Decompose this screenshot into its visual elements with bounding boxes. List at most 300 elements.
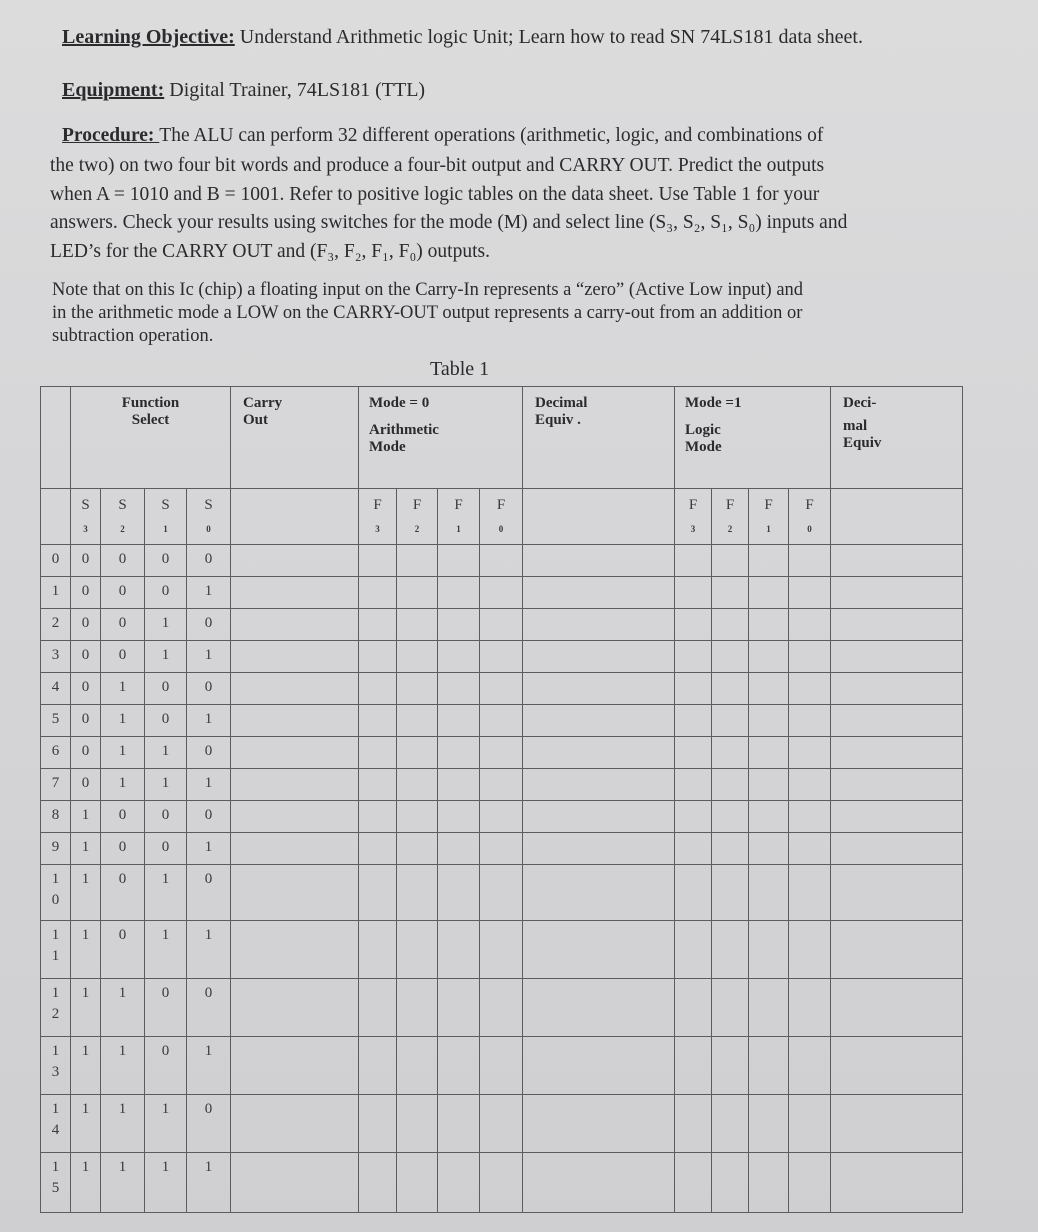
select-s3-cell: 0 (71, 673, 101, 705)
select-s0-cell: 0 (187, 609, 231, 641)
arith-f1-cell[interactable] (438, 1037, 480, 1095)
table-row (41, 979, 963, 1037)
logic-f0-cell[interactable] (789, 921, 831, 979)
select-s0-cell: 1 (187, 641, 231, 673)
arith-f1-cell[interactable] (438, 577, 480, 609)
select-s3-cell: 0 (71, 641, 101, 673)
select-s0-cell: 1 (187, 833, 231, 865)
decimal-equiv-header-1: Decimal Equiv . (523, 387, 675, 489)
arith-f1-header: F 1 (438, 489, 480, 545)
table-row (41, 833, 963, 865)
note-line-1: Note that on this Ic (chip) a floating input on the Carry-In represents a “zero” (Active Low input) and (52, 280, 804, 300)
decimal-equiv-cell-2[interactable] (831, 641, 963, 673)
select-s3-cell: 1 (71, 833, 101, 865)
arith-f0-cell[interactable] (480, 737, 523, 769)
select-s1-cell: 1 (145, 737, 187, 769)
select-s2-cell: 1 (101, 673, 145, 705)
decimal-equiv-cell-2[interactable] (831, 577, 963, 609)
arith-f3-cell[interactable] (359, 705, 397, 737)
logic-f0-cell[interactable] (789, 1095, 831, 1153)
logic-f0-header: F 0 (789, 489, 831, 545)
logic-f1-cell[interactable] (749, 833, 789, 865)
logic-f3-cell[interactable] (675, 1037, 712, 1095)
logic-f2-cell[interactable] (712, 1095, 749, 1153)
logic-f3-cell[interactable] (675, 609, 712, 641)
arith-f2-cell[interactable] (397, 921, 438, 979)
arith-f1-cell[interactable] (438, 979, 480, 1037)
select-s0-cell: 0 (187, 979, 231, 1037)
carry-out-cell[interactable] (231, 545, 359, 577)
select-s0-cell: 1 (187, 577, 231, 609)
logic-f0-cell[interactable] (789, 545, 831, 577)
select-s1-cell: 0 (145, 801, 187, 833)
table-row (41, 545, 963, 577)
arith-f1-cell[interactable] (438, 705, 480, 737)
arith-f0-cell[interactable] (480, 833, 523, 865)
decimal-equiv-cell[interactable] (523, 921, 675, 979)
arith-f1-cell[interactable] (438, 1095, 480, 1153)
table-row (41, 609, 963, 641)
logic-f2-cell[interactable] (712, 979, 749, 1037)
arith-f3-cell[interactable] (359, 979, 397, 1037)
arith-f0-cell[interactable] (480, 673, 523, 705)
select-s0-cell: 1 (187, 921, 231, 979)
arith-f3-cell[interactable] (359, 577, 397, 609)
decimal-equiv-cell-2[interactable] (831, 921, 963, 979)
table-row (41, 737, 963, 769)
table-row (41, 801, 963, 833)
logic-f2-cell[interactable] (712, 577, 749, 609)
carry-out-subheader (231, 489, 359, 545)
row-index-cell: 5 (41, 705, 71, 737)
procedure-label: Procedure: (62, 125, 160, 146)
select-s0-cell: 0 (187, 545, 231, 577)
table-row (41, 705, 963, 737)
logic-f0-cell[interactable] (789, 737, 831, 769)
decimal-equiv-cell[interactable] (523, 545, 675, 577)
s3-header: S 3 (71, 489, 101, 545)
arith-f0-cell[interactable] (480, 705, 523, 737)
arith-f1-cell[interactable] (438, 1153, 480, 1213)
table-caption: Table 1 (430, 358, 490, 380)
logic-f1-cell[interactable] (749, 673, 789, 705)
logic-f1-cell[interactable] (749, 865, 789, 921)
decimal-equiv-cell-2[interactable] (831, 769, 963, 801)
decimal-equiv-cell-2[interactable] (831, 609, 963, 641)
logic-f3-cell[interactable] (675, 801, 712, 833)
logic-f1-cell[interactable] (749, 641, 789, 673)
row-index-cell: 0 (41, 545, 71, 577)
arith-f0-cell[interactable] (480, 545, 523, 577)
logic-f1-cell[interactable] (749, 801, 789, 833)
arith-f3-cell[interactable] (359, 1095, 397, 1153)
decimal-equiv-cell[interactable] (523, 641, 675, 673)
decimal-equiv-cell[interactable] (523, 1095, 675, 1153)
logic-f0-cell[interactable] (789, 801, 831, 833)
row-index-cell: 6 (41, 737, 71, 769)
logic-f3-cell[interactable] (675, 705, 712, 737)
arith-f1-cell[interactable] (438, 769, 480, 801)
arith-f0-cell[interactable] (480, 1153, 523, 1213)
carry-out-cell[interactable] (231, 979, 359, 1037)
select-s3-cell: 1 (71, 1153, 101, 1213)
table-row (41, 1153, 963, 1213)
arithmetic-mode-header: Mode = 0 Arithmetic Mode (359, 387, 523, 489)
arith-f2-cell[interactable] (397, 705, 438, 737)
decimal-equiv-header-2: Deci- mal Equiv (831, 387, 963, 489)
logic-f0-cell[interactable] (789, 641, 831, 673)
logic-f2-header: F 2 (712, 489, 749, 545)
arith-f0-cell[interactable] (480, 1037, 523, 1095)
carry-out-cell[interactable] (231, 921, 359, 979)
select-s1-cell: 1 (145, 641, 187, 673)
procedure-line-5: LED’s for the CARRY OUT and (F₃, F₂, F₁, F₀) outputs. (50, 241, 490, 262)
arith-f1-cell[interactable] (438, 801, 480, 833)
decimal-equiv-cell[interactable] (523, 705, 675, 737)
learning-objective-text: Understand Arithmetic logic Unit; Learn how to read SN 74LS181 data sheet. (239, 26, 863, 48)
decimal-equiv-cell-2[interactable] (831, 705, 963, 737)
select-s2-cell: 0 (101, 801, 145, 833)
logic-f0-cell[interactable] (789, 1037, 831, 1095)
logic-f2-cell[interactable] (712, 641, 749, 673)
logic-f3-cell[interactable] (675, 1153, 712, 1213)
arith-f2-header: F 2 (397, 489, 438, 545)
decimal-equiv-cell[interactable] (523, 1153, 675, 1213)
table-row (41, 921, 963, 979)
select-s2-cell: 0 (101, 641, 145, 673)
arith-f2-cell[interactable] (397, 545, 438, 577)
arith-f3-cell[interactable] (359, 737, 397, 769)
carry-out-cell[interactable] (231, 1037, 359, 1095)
arith-f3-cell[interactable] (359, 609, 397, 641)
arith-f2-cell[interactable] (397, 609, 438, 641)
row-index-cell: 7 (41, 769, 71, 801)
logic-f1-cell[interactable] (749, 705, 789, 737)
arith-f3-header: F 3 (359, 489, 397, 545)
decimal-equiv-cell[interactable] (523, 769, 675, 801)
decimal-equiv-cell-2[interactable] (831, 979, 963, 1037)
logic-f3-cell[interactable] (675, 1095, 712, 1153)
select-s1-cell: 1 (145, 921, 187, 979)
select-s2-cell: 0 (101, 577, 145, 609)
logic-f3-cell[interactable] (675, 833, 712, 865)
arith-f0-cell[interactable] (480, 1095, 523, 1153)
arith-f0-header: F 0 (480, 489, 523, 545)
logic-f1-cell[interactable] (749, 577, 789, 609)
decimal-equiv-cell-2[interactable] (831, 545, 963, 577)
logic-f2-cell[interactable] (712, 705, 749, 737)
logic-f1-cell[interactable] (749, 737, 789, 769)
select-s2-cell: 0 (101, 921, 145, 979)
logic-f1-cell[interactable] (749, 1037, 789, 1095)
arith-f1-cell[interactable] (438, 833, 480, 865)
decimal-equiv-cell[interactable] (523, 609, 675, 641)
logic-f3-cell[interactable] (675, 641, 712, 673)
decimal-equiv-cell-2[interactable] (831, 737, 963, 769)
decimal-equiv-cell-2[interactable] (831, 1037, 963, 1095)
select-s1-cell: 1 (145, 865, 187, 921)
select-s1-cell: 0 (145, 1037, 187, 1095)
arith-f0-cell[interactable] (480, 577, 523, 609)
logic-f3-cell[interactable] (675, 769, 712, 801)
arith-f3-cell[interactable] (359, 1153, 397, 1213)
select-s3-cell: 0 (71, 609, 101, 641)
select-s2-cell: 1 (101, 1153, 145, 1213)
arith-f1-cell[interactable] (438, 673, 480, 705)
carry-out-cell[interactable] (231, 1095, 359, 1153)
select-s0-cell: 0 (187, 737, 231, 769)
select-s3-cell: 1 (71, 1095, 101, 1153)
equipment-label: Equipment: (62, 79, 165, 101)
row-index-cell: 1 5 (41, 1153, 71, 1213)
arith-f0-cell[interactable] (480, 769, 523, 801)
logic-f0-cell[interactable] (789, 705, 831, 737)
table-row (41, 1095, 963, 1153)
procedure-line-2: the two) on two four bit words and produce a four-bit output and CARRY OUT. Predict the outputs (50, 155, 825, 176)
decimal-equiv-cell-2[interactable] (831, 801, 963, 833)
carry-out-cell[interactable] (231, 737, 359, 769)
s1-header: S 1 (145, 489, 187, 545)
select-s2-cell: 1 (101, 1095, 145, 1153)
logic-f0-cell[interactable] (789, 1153, 831, 1213)
logic-f0-cell[interactable] (789, 979, 831, 1037)
logic-f2-cell[interactable] (712, 769, 749, 801)
table-1 (40, 386, 963, 1213)
logic-f2-cell[interactable] (712, 865, 749, 921)
row-index-cell: 1 1 (41, 921, 71, 979)
logic-f2-cell[interactable] (712, 921, 749, 979)
logic-f2-cell[interactable] (712, 609, 749, 641)
select-s2-cell: 1 (101, 1037, 145, 1095)
logic-f3-header: F 3 (675, 489, 712, 545)
carry-out-cell[interactable] (231, 801, 359, 833)
arith-f0-cell[interactable] (480, 801, 523, 833)
arith-f3-cell[interactable] (359, 641, 397, 673)
decimal-equiv-cell[interactable] (523, 801, 675, 833)
logic-f3-cell[interactable] (675, 737, 712, 769)
select-s1-cell: 0 (145, 833, 187, 865)
select-s1-cell: 0 (145, 673, 187, 705)
table-row (41, 865, 963, 921)
carry-out-header: Carry Out (231, 387, 359, 489)
select-s2-cell: 1 (101, 737, 145, 769)
carry-out-cell[interactable] (231, 641, 359, 673)
carry-out-cell[interactable] (231, 705, 359, 737)
decimal-equiv-cell-2[interactable] (831, 1153, 963, 1213)
row-index-cell: 2 (41, 609, 71, 641)
arith-f1-cell[interactable] (438, 737, 480, 769)
note-line-2: in the arithmetic mode a LOW on the CARRY-OUT output represents a carry-out from an addition or (52, 303, 803, 323)
arith-f2-cell[interactable] (397, 737, 438, 769)
arith-f0-cell[interactable] (480, 641, 523, 673)
logic-f2-cell[interactable] (712, 1153, 749, 1213)
arith-f3-cell[interactable] (359, 865, 397, 921)
decimal-equiv-cell[interactable] (523, 673, 675, 705)
arith-f2-cell[interactable] (397, 1153, 438, 1213)
logic-f0-cell[interactable] (789, 865, 831, 921)
table-body (41, 387, 963, 1213)
select-s1-cell: 0 (145, 545, 187, 577)
table-row (41, 769, 963, 801)
decimal-equiv-cell[interactable] (523, 865, 675, 921)
logic-f0-cell[interactable] (789, 673, 831, 705)
carry-out-cell[interactable] (231, 609, 359, 641)
select-s1-cell: 0 (145, 577, 187, 609)
select-s1-cell: 0 (145, 979, 187, 1037)
select-s2-cell: 1 (101, 769, 145, 801)
arith-f3-cell[interactable] (359, 833, 397, 865)
subheader-row (41, 489, 963, 545)
arith-f2-cell[interactable] (397, 1095, 438, 1153)
select-s2-cell: 0 (101, 833, 145, 865)
select-s0-cell: 1 (187, 1153, 231, 1213)
select-s2-cell: 0 (101, 545, 145, 577)
arith-f1-cell[interactable] (438, 921, 480, 979)
equipment (62, 79, 425, 102)
arith-f2-cell[interactable] (397, 769, 438, 801)
carry-out-cell[interactable] (231, 769, 359, 801)
logic-f0-cell[interactable] (789, 833, 831, 865)
arith-f2-cell[interactable] (397, 833, 438, 865)
logic-f0-cell[interactable] (789, 577, 831, 609)
select-s0-cell: 0 (187, 865, 231, 921)
select-s0-cell: 1 (187, 705, 231, 737)
select-s2-cell: 1 (101, 705, 145, 737)
logic-f2-cell[interactable] (712, 737, 749, 769)
table-row (41, 1037, 963, 1095)
select-s1-cell: 1 (145, 609, 187, 641)
logic-f1-cell[interactable] (749, 1153, 789, 1213)
arith-f2-cell[interactable] (397, 801, 438, 833)
logic-f2-cell[interactable] (712, 801, 749, 833)
logic-f3-cell[interactable] (675, 545, 712, 577)
arith-f1-cell[interactable] (438, 609, 480, 641)
logic-f2-cell[interactable] (712, 833, 749, 865)
logic-f3-cell[interactable] (675, 921, 712, 979)
arith-f1-cell[interactable] (438, 545, 480, 577)
row-index-cell: 8 (41, 801, 71, 833)
s0-header: S 0 (187, 489, 231, 545)
arith-f0-cell[interactable] (480, 609, 523, 641)
select-s3-cell: 1 (71, 1037, 101, 1095)
row-index-cell: 3 (41, 641, 71, 673)
row-index-cell: 1 4 (41, 1095, 71, 1153)
row-index-cell: 1 (41, 577, 71, 609)
arith-f1-cell[interactable] (438, 865, 480, 921)
select-s3-cell: 1 (71, 801, 101, 833)
select-s1-cell: 1 (145, 1153, 187, 1213)
logic-f1-cell[interactable] (749, 1095, 789, 1153)
carry-out-cell[interactable] (231, 577, 359, 609)
logic-f1-header: F 1 (749, 489, 789, 545)
logic-f3-cell[interactable] (675, 979, 712, 1037)
row-index-cell: 9 (41, 833, 71, 865)
select-s2-cell: 0 (101, 865, 145, 921)
decimal-equiv-cell[interactable] (523, 979, 675, 1037)
arith-f0-cell[interactable] (480, 979, 523, 1037)
arith-f3-cell[interactable] (359, 673, 397, 705)
select-s3-cell: 0 (71, 577, 101, 609)
decimal-equiv-cell-2[interactable] (831, 673, 963, 705)
arith-f3-cell[interactable] (359, 1037, 397, 1095)
select-s3-cell: 0 (71, 737, 101, 769)
logic-f3-cell[interactable] (675, 673, 712, 705)
decimal-equiv-cell-2[interactable] (831, 865, 963, 921)
select-s3-cell: 0 (71, 545, 101, 577)
logic-f1-cell[interactable] (749, 921, 789, 979)
logic-mode-header: Mode =1 Logic Mode (675, 387, 831, 489)
select-s2-cell: 1 (101, 979, 145, 1037)
row-index-cell: 1 0 (41, 865, 71, 921)
logic-f1-cell[interactable] (749, 545, 789, 577)
arith-f2-cell[interactable] (397, 1037, 438, 1095)
select-s3-cell: 0 (71, 705, 101, 737)
logic-f2-cell[interactable] (712, 1037, 749, 1095)
select-s1-cell: 1 (145, 769, 187, 801)
blank-header-cell (41, 387, 71, 489)
decimal-subheader-2 (831, 489, 963, 545)
arith-f2-cell[interactable] (397, 979, 438, 1037)
row-index-cell: 4 (41, 673, 71, 705)
carry-out-cell[interactable] (231, 865, 359, 921)
s2-header: S 2 (101, 489, 145, 545)
arith-f2-cell[interactable] (397, 865, 438, 921)
carry-out-cell[interactable] (231, 833, 359, 865)
decimal-equiv-cell-2[interactable] (831, 833, 963, 865)
logic-f1-cell[interactable] (749, 769, 789, 801)
decimal-equiv-cell[interactable] (523, 1037, 675, 1095)
select-s1-cell: 1 (145, 1095, 187, 1153)
table-row (41, 577, 963, 609)
procedure-line-4: answers. Check your results using switches for the mode (M) and select line (S₃, S₂, S₁, S₀) inputs and (50, 212, 848, 233)
arith-f0-cell[interactable] (480, 865, 523, 921)
select-s3-cell: 1 (71, 979, 101, 1037)
logic-f0-cell[interactable] (789, 609, 831, 641)
logic-f2-cell[interactable] (712, 545, 749, 577)
logic-f0-cell[interactable] (789, 769, 831, 801)
table-row (41, 673, 963, 705)
carry-out-cell[interactable] (231, 673, 359, 705)
decimal-equiv-cell-2[interactable] (831, 1095, 963, 1153)
note-line-3: subtraction operation. (52, 326, 214, 346)
arith-f2-cell[interactable] (397, 577, 438, 609)
carry-out-cell[interactable] (231, 1153, 359, 1213)
select-s0-cell: 0 (187, 673, 231, 705)
row-index-cell: 1 2 (41, 979, 71, 1037)
arith-f0-cell[interactable] (480, 921, 523, 979)
arith-f2-cell[interactable] (397, 641, 438, 673)
row-index-cell: 1 3 (41, 1037, 71, 1095)
arith-f3-cell[interactable] (359, 921, 397, 979)
function-select-header: Function Select (71, 387, 231, 489)
logic-f2-cell[interactable] (712, 673, 749, 705)
select-s3-cell: 0 (71, 769, 101, 801)
arith-f3-cell[interactable] (359, 769, 397, 801)
logic-f3-cell[interactable] (675, 577, 712, 609)
arith-f1-cell[interactable] (438, 641, 480, 673)
arith-f2-cell[interactable] (397, 673, 438, 705)
logic-f3-cell[interactable] (675, 865, 712, 921)
select-s0-cell: 1 (187, 769, 231, 801)
logic-f1-cell[interactable] (749, 609, 789, 641)
arith-f3-cell[interactable] (359, 545, 397, 577)
learning-objective-label: Learning Objective: (62, 26, 235, 48)
decimal-equiv-cell[interactable] (523, 577, 675, 609)
arith-f3-cell[interactable] (359, 801, 397, 833)
logic-f1-cell[interactable] (749, 979, 789, 1037)
decimal-equiv-cell[interactable] (523, 833, 675, 865)
decimal-equiv-cell[interactable] (523, 737, 675, 769)
